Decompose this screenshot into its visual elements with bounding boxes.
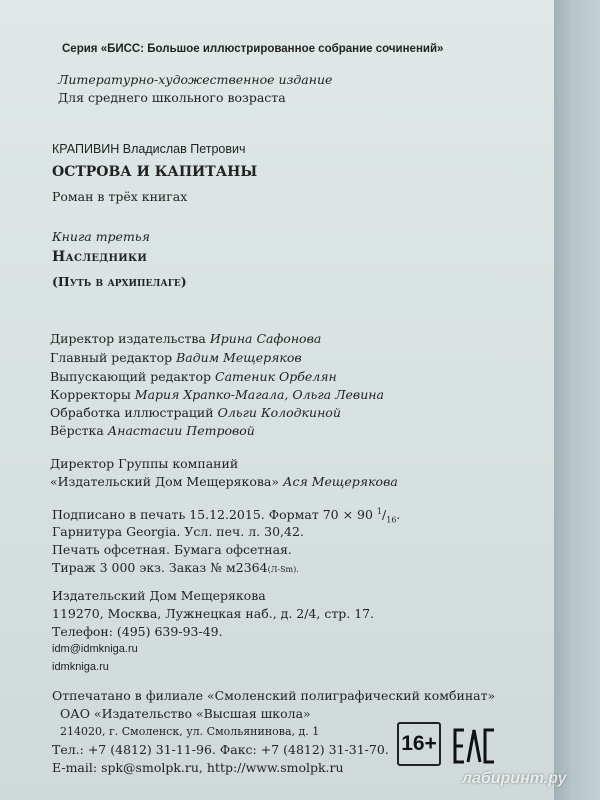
staff-row (50, 333, 321, 346)
staff-row (50, 407, 341, 420)
staff-role: Обработка иллюстраций (50, 405, 214, 420)
format-fraction-num: 1 (376, 507, 383, 516)
print-signed-text: Подписано в печать 15.12.2015. Формат 70 × 90 (52, 507, 373, 523)
series-line: Серия «БИСС: Большое иллюстрированное собрание сочинений» (62, 43, 444, 55)
book-number: Книга третья (52, 229, 150, 244)
staff-name: Мария Храпко-Магала, Ольга Левина (134, 387, 384, 402)
staff-role: Главный редактор (50, 350, 173, 365)
printer-line-1: Отпечатано в филиале «Смоленский полиграфический комбинат» (52, 688, 496, 703)
print-run-suffix: (Л-Sm). (267, 565, 299, 574)
staff-name: Вадим Мещеряков (176, 350, 302, 365)
staff-role: Вёрстка (50, 423, 104, 438)
printer-line-5: E-mail: spk@smolpk.ru, http://www.smolpk.ru (52, 760, 344, 775)
age-group: Для среднего школьного возраста (58, 90, 286, 105)
print-run-text: Тираж 3 000 экз. Заказ № м2364 (52, 560, 268, 575)
print-signed-line: Подписано в печать 15.12.2015. Формат 70 × 90 $^1/_{16}$. (52, 507, 401, 525)
staff-name: Анастасии Петровой (107, 423, 255, 438)
edition-type: Литературно-художественное издание (58, 72, 333, 87)
printer-line-4: Тел.: +7 (4812) 31-11-96. Факс: +7 (4812) 31-31-70. (52, 742, 389, 757)
book-subtitle: (Путь в архипелаге) (52, 274, 187, 289)
book-main-title: ОСТРОВА И КАПИТАНЫ (52, 164, 258, 180)
group-director-name: Ася Мещерякова (282, 474, 398, 489)
age-rating-text: 16+ (401, 732, 437, 755)
staff-name: Ирина Сафонова (209, 331, 322, 346)
printer-line-2: ОАО «Издательство «Высшая школа» (60, 706, 311, 721)
page-edge (554, 0, 600, 800)
printer-line-3: 214020, г. Смоленск, ул. Смольянинова, д. 1 (60, 725, 320, 738)
eac-mark-icon (452, 726, 496, 766)
watermark: лабиринт.ру (462, 770, 567, 787)
publisher-name: Издательский Дом Мещерякова (52, 588, 266, 603)
publisher-address: 119270, Москва, Лужнецкая наб., д. 2/4, стр. 17. (52, 606, 375, 621)
staff-role: Выпускающий редактор (50, 369, 212, 384)
staff-role: Корректоры (50, 387, 131, 402)
format-fraction-den: 16 (386, 515, 397, 525)
author-name: КРАПИВИН Владислав Петрович (52, 142, 246, 156)
group-company: «Издательский Дом Мещерякова» (50, 474, 279, 489)
staff-name: Сатеник Орбелян (215, 369, 337, 384)
staff-row (50, 352, 302, 365)
group-director-row (50, 476, 398, 489)
print-paper-line: Печать офсетная. Бумага офсетная. (52, 542, 292, 557)
publisher-email[interactable]: idm@idmkniga.ru (52, 643, 138, 655)
print-font-line: Гарнитура Georgia. Усл. печ. л. 30,42. (52, 524, 304, 539)
age-rating-badge (397, 722, 441, 766)
book-subtitle-genre: Роман в трёх книгах (52, 189, 188, 204)
publisher-phone: Телефон: (495) 639-93-49. (52, 624, 223, 639)
staff-row (50, 389, 384, 402)
staff-name: Ольги Колодкиной (217, 405, 341, 420)
group-director-label: Директор Группы компаний (50, 456, 239, 471)
publisher-site[interactable]: idmkniga.ru (52, 661, 109, 673)
book-title: Наследники (52, 249, 148, 265)
print-run-line (52, 562, 299, 575)
staff-role: Директор издательства (50, 331, 206, 346)
staff-row (50, 371, 337, 384)
staff-row (50, 425, 255, 438)
